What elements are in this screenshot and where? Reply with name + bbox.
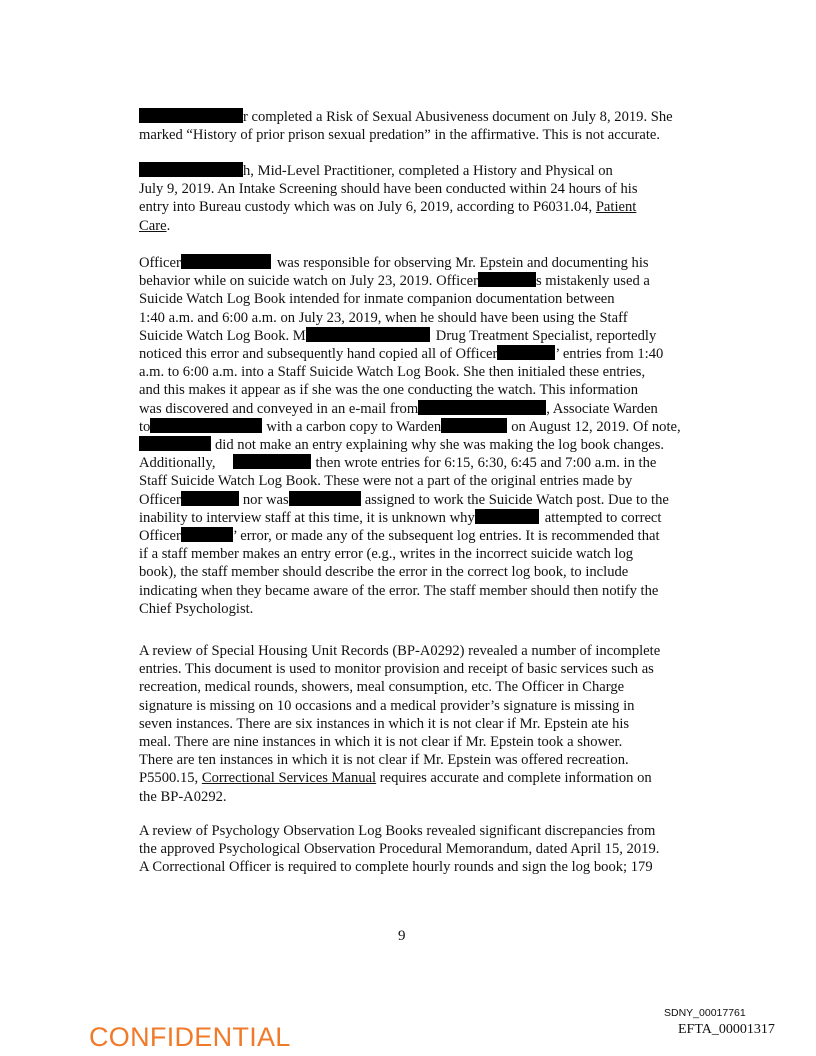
paragraph-shu-records: A review of Special Housing Unit Records (BP-A0292) revealed a number of incomplete entries. This document is used to monitor provision and receipt of basic services such as recreation, medical rounds, showers, meal consumption, etc. The Officer in Charge signature is missing on 10 occasions and a medical provider’s signature is missing in seven instances. There are six instances in which it is not clear if Mr. Epstein ate his meal. There are nine instances in which it is not clear if Mr. Epstein took a shower. There are ten instances in which it is not clear if Mr. Epstein was offered recreation. P5500.15, Correctional Services Manual requires accurate and complete information on the BP-A0292. [139,643,661,805]
paragraph-history-physical: h, Mid-Level Practitioner, completed a History and Physical on July 9, 2019. An Intake Screening should have been conducted within 24 hours of his entry into Bureau custody which was on July 6, 2019, according to P6031.04, Patient Care. [139,163,638,234]
bates-sdny-number: SDNY_00017761 [664,1007,746,1019]
page-number: 9 [398,928,406,944]
correctional-services-manual-reference: Correctional Services Manual [201,770,377,787]
bates-efta-number: EFTA_00001317 [678,1022,775,1037]
redaction-block [139,108,243,123]
redaction-block [441,418,507,433]
redaction-block [139,162,243,177]
redaction-block [478,272,536,287]
patient-care-reference: Patient [595,199,637,216]
patient-care-reference-cont: Care [139,217,167,234]
redaction-block [475,509,539,524]
redaction-block [139,436,211,451]
redaction-block [181,254,271,269]
redaction-block [181,491,239,506]
redaction-block [418,400,546,415]
confidential-stamp: CONFIDENTIAL [89,1022,291,1052]
redaction-block [289,491,361,506]
paragraph-psychology-logs: A review of Psychology Observation Log Books revealed significant discrepancies from the approved Psychological Observation Procedural Memorandum, dated April 15, 2019. A Correctional Officer is required to complete hourly rounds and sign the log book; 179 [139,823,660,876]
paragraph-suicide-watch: Officer was responsible for observing Mr. Epstein and documenting his behavior while on suicide watch on July 23, 2019. Officer s mistakenly used a Suicide Watch Log Book intended for inmate companion documentation between 1:40 a.m. and 6:00 a.m. on July 23, 2019, when he should have been using the Staff Suicide Watch Log Book. M Drug Treatment Specialist, reportedly noticed this error and subsequently hand copied all of Officer ’ entries from 1:40 a.m. to 6:00 a.m. into a Staff Suicide Watch Log Book. She then initialed these entries, and this makes it appear as if she was the one conducting the watch. This information was discovered and conveyed in an e-mail from , Associate Warden to with a carbon copy to Warden on August 12, 2019. Of note, did not make an entry explaining why she was making the log book changes. Additionally, then wrote entries for 6:15, 6:30, 6:45 and 7:00 a.m. in the Staff Suicide Watch Log Book. These were not a part of the original entries made by Officer nor was assigned to work the Suicide Watch post. Due to the inability to interview staff at this time, it is unknown why attempted to correct Officer ’ error, or made any of the subsequent log entries. It is recommended that if a staff member makes an entry error (e.g., writes in the incorrect suicide watch log book), the staff member should describe the error in the correct log book, to include indicating when they became aware of the error. The staff member should then notify the Chief Psychologist. [139,255,681,617]
redaction-block [306,327,430,342]
redaction-block [233,454,311,469]
redaction-block [181,527,233,542]
redaction-block [150,418,262,433]
paragraph-risk-assessment: r completed a Risk of Sexual Abusiveness document on July 8, 2019. She marked “History of prior prison sexual predation” in the affirmative. This is not accurate. [139,109,673,144]
redaction-block [497,345,555,360]
